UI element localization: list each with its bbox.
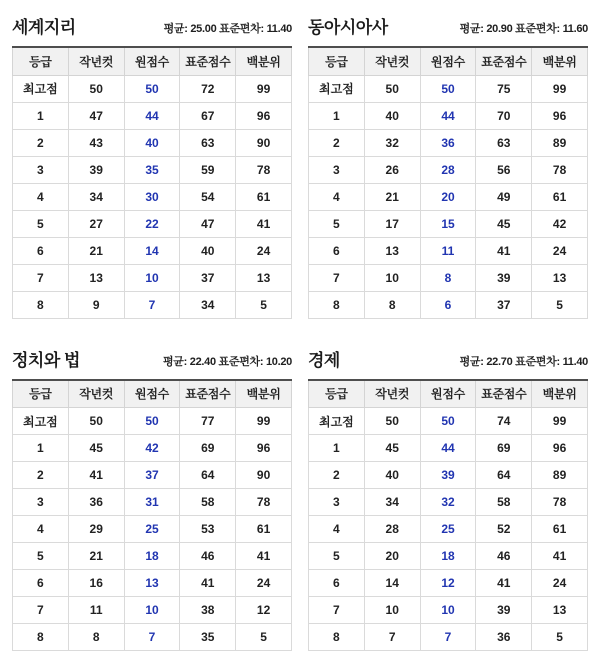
score-cell: 39	[476, 264, 532, 291]
table-row	[309, 291, 588, 318]
table-stats: 평균: 22.40 표준편차: 10.20	[162, 355, 292, 368]
score-table	[308, 379, 588, 652]
score-cell: 41	[68, 462, 124, 489]
grade-cell: 2	[13, 129, 69, 156]
score-cell: 96	[236, 435, 292, 462]
score-table	[12, 46, 292, 319]
score-cell: 25	[420, 516, 476, 543]
score-cell: 50	[68, 75, 124, 102]
column-header: 등급	[13, 47, 69, 75]
grade-cell: 4	[13, 183, 69, 210]
score-cell: 27	[68, 210, 124, 237]
score-cell: 21	[68, 543, 124, 570]
grade-cell: 7	[309, 264, 365, 291]
score-cell: 64	[476, 462, 532, 489]
score-cell: 10	[124, 264, 180, 291]
score-cell: 17	[364, 210, 420, 237]
score-cell: 45	[476, 210, 532, 237]
score-cell: 52	[476, 516, 532, 543]
score-cell: 99	[236, 408, 292, 435]
score-cell: 96	[236, 102, 292, 129]
grade-cell: 8	[309, 624, 365, 651]
score-cell: 34	[68, 183, 124, 210]
table-row	[13, 264, 292, 291]
score-cell: 78	[236, 489, 292, 516]
grade-cell: 1	[309, 102, 365, 129]
section-head	[12, 8, 292, 38]
table-row	[13, 210, 292, 237]
score-table	[12, 379, 292, 652]
grade-cell: 7	[13, 597, 69, 624]
score-cell: 35	[180, 624, 236, 651]
score-cell: 8	[68, 624, 124, 651]
table-row	[13, 597, 292, 624]
score-cell: 50	[124, 408, 180, 435]
table-row	[309, 408, 588, 435]
grade-cell: 최고점	[309, 75, 365, 102]
score-cell: 77	[180, 408, 236, 435]
grade-cell: 2	[309, 462, 365, 489]
column-header: 작년컷	[68, 47, 124, 75]
score-cell: 13	[124, 570, 180, 597]
score-cell: 49	[476, 183, 532, 210]
table-header-row	[13, 47, 292, 75]
column-header: 등급	[309, 47, 365, 75]
score-cell: 74	[476, 408, 532, 435]
table-body	[13, 408, 292, 651]
score-cell: 56	[476, 156, 532, 183]
score-cell: 78	[532, 156, 588, 183]
score-cell: 63	[476, 129, 532, 156]
score-cell: 9	[68, 291, 124, 318]
table-header-row	[13, 380, 292, 408]
score-cell: 50	[68, 408, 124, 435]
column-header: 작년컷	[68, 380, 124, 408]
score-cell: 28	[364, 516, 420, 543]
score-cell: 26	[364, 156, 420, 183]
column-header: 원점수	[124, 47, 180, 75]
column-header: 등급	[309, 380, 365, 408]
table-stats: 평균: 25.00 표준편차: 11.40	[163, 23, 292, 35]
score-cell: 50	[364, 408, 420, 435]
score-cell: 8	[364, 291, 420, 318]
score-cell: 18	[124, 543, 180, 570]
score-cell: 45	[68, 435, 124, 462]
score-cell: 40	[364, 462, 420, 489]
column-header: 백분위	[532, 380, 588, 408]
column-header: 원점수	[420, 47, 476, 75]
score-cell: 29	[68, 516, 124, 543]
score-cell: 96	[532, 102, 588, 129]
score-cell: 53	[180, 516, 236, 543]
column-header: 작년컷	[364, 47, 420, 75]
score-cell: 36	[476, 624, 532, 651]
table-row	[13, 75, 292, 102]
table-row	[309, 516, 588, 543]
score-cell: 6	[420, 291, 476, 318]
score-cell: 59	[180, 156, 236, 183]
score-table	[308, 46, 588, 319]
column-header: 표준점수	[180, 47, 236, 75]
score-cell: 58	[180, 489, 236, 516]
table-body	[309, 408, 588, 651]
table-header-row	[309, 47, 588, 75]
table-row	[13, 543, 292, 570]
score-cell: 11	[68, 597, 124, 624]
score-cell: 90	[236, 129, 292, 156]
score-cell: 72	[180, 75, 236, 102]
grade-cell: 3	[309, 156, 365, 183]
table-row	[309, 237, 588, 264]
score-cell: 30	[124, 183, 180, 210]
grade-cell: 4	[13, 516, 69, 543]
score-cell: 39	[420, 462, 476, 489]
score-cell: 24	[236, 237, 292, 264]
score-cell: 99	[236, 75, 292, 102]
score-cell: 46	[476, 543, 532, 570]
table-row	[13, 408, 292, 435]
score-cell: 16	[68, 570, 124, 597]
score-cell: 69	[180, 435, 236, 462]
table-row	[13, 291, 292, 318]
table-row	[13, 156, 292, 183]
column-header: 표준점수	[476, 47, 532, 75]
score-cell: 7	[124, 291, 180, 318]
table-body	[309, 75, 588, 318]
score-cell: 61	[532, 183, 588, 210]
grade-cell: 최고점	[309, 408, 365, 435]
column-header: 백분위	[532, 47, 588, 75]
score-cell: 21	[364, 183, 420, 210]
grade-cell: 8	[13, 624, 69, 651]
score-cell: 36	[420, 129, 476, 156]
table-row	[13, 516, 292, 543]
score-cell: 42	[532, 210, 588, 237]
score-cell: 32	[364, 129, 420, 156]
score-cell: 41	[476, 570, 532, 597]
score-cell: 50	[124, 75, 180, 102]
score-cell: 7	[124, 624, 180, 651]
table-row	[309, 624, 588, 651]
grade-cell: 2	[13, 462, 69, 489]
score-cell: 13	[68, 264, 124, 291]
grade-cell: 1	[309, 435, 365, 462]
score-cell: 10	[364, 264, 420, 291]
table-row	[309, 183, 588, 210]
score-cell: 34	[364, 489, 420, 516]
table-row	[13, 489, 292, 516]
score-cell: 13	[364, 237, 420, 264]
score-cell: 13	[532, 597, 588, 624]
grade-cell: 4	[309, 183, 365, 210]
score-cell: 7	[420, 624, 476, 651]
grade-cell: 8	[13, 291, 69, 318]
score-cell: 63	[180, 129, 236, 156]
score-cell: 70	[476, 102, 532, 129]
score-cell: 78	[532, 489, 588, 516]
grade-cell: 1	[13, 102, 69, 129]
table-section	[308, 8, 588, 319]
table-row	[309, 102, 588, 129]
score-cell: 5	[532, 291, 588, 318]
grade-cell: 2	[309, 129, 365, 156]
column-header: 표준점수	[476, 380, 532, 408]
score-cell: 64	[180, 462, 236, 489]
score-cell: 42	[124, 435, 180, 462]
score-cell: 61	[236, 516, 292, 543]
grade-cell: 7	[309, 597, 365, 624]
score-cell: 8	[420, 264, 476, 291]
score-cell: 44	[124, 102, 180, 129]
score-cell: 35	[124, 156, 180, 183]
grade-cell: 6	[13, 570, 69, 597]
column-header: 표준점수	[180, 380, 236, 408]
score-cell: 41	[476, 237, 532, 264]
table-row	[13, 624, 292, 651]
score-cell: 10	[364, 597, 420, 624]
section-head	[308, 8, 588, 38]
score-cell: 13	[532, 264, 588, 291]
table-row	[13, 102, 292, 129]
score-cell: 39	[476, 597, 532, 624]
score-cell: 7	[364, 624, 420, 651]
grade-cell: 5	[309, 543, 365, 570]
table-row	[309, 462, 588, 489]
score-cell: 5	[236, 624, 292, 651]
table-row	[309, 435, 588, 462]
grade-cell: 최고점	[13, 408, 69, 435]
score-cell: 47	[180, 210, 236, 237]
score-cell: 50	[420, 75, 476, 102]
grade-cell: 6	[13, 237, 69, 264]
table-row	[309, 570, 588, 597]
score-cell: 44	[420, 102, 476, 129]
grade-cell: 1	[13, 435, 69, 462]
score-cell: 40	[124, 129, 180, 156]
score-cell: 5	[532, 624, 588, 651]
score-cell: 41	[180, 570, 236, 597]
table-row	[13, 435, 292, 462]
score-cell: 89	[532, 129, 588, 156]
grade-cell: 3	[13, 489, 69, 516]
score-cell: 24	[532, 237, 588, 264]
table-header-row	[309, 380, 588, 408]
score-cell: 46	[180, 543, 236, 570]
score-cell: 12	[420, 570, 476, 597]
table-row	[309, 489, 588, 516]
score-cell: 40	[180, 237, 236, 264]
score-cell: 25	[124, 516, 180, 543]
table-row	[309, 156, 588, 183]
table-body	[13, 75, 292, 318]
score-cell: 44	[420, 435, 476, 462]
table-stats: 평균: 20.90 표준편차: 11.60	[459, 23, 588, 35]
column-header: 등급	[13, 380, 69, 408]
score-cell: 41	[532, 543, 588, 570]
score-cell: 41	[236, 543, 292, 570]
grade-cell: 5	[13, 543, 69, 570]
score-cell: 10	[420, 597, 476, 624]
score-cell: 61	[532, 516, 588, 543]
score-cell: 28	[420, 156, 476, 183]
grade-cell: 최고점	[13, 75, 69, 102]
score-cell: 37	[180, 264, 236, 291]
grade-cell: 3	[309, 489, 365, 516]
grade-cell: 6	[309, 570, 365, 597]
score-cell: 78	[236, 156, 292, 183]
table-row	[309, 597, 588, 624]
score-cell: 39	[68, 156, 124, 183]
score-cell: 31	[124, 489, 180, 516]
section-head	[12, 341, 292, 371]
score-cell: 47	[68, 102, 124, 129]
score-cell: 38	[180, 597, 236, 624]
score-cell: 13	[236, 264, 292, 291]
table-row	[309, 543, 588, 570]
table-row	[13, 570, 292, 597]
score-cell: 10	[124, 597, 180, 624]
column-header: 백분위	[236, 47, 292, 75]
score-cell: 96	[532, 435, 588, 462]
table-stats: 평균: 22.70 표준편차: 11.40	[459, 355, 588, 368]
grade-cell: 4	[309, 516, 365, 543]
column-header: 작년컷	[364, 380, 420, 408]
table-title: 동아시아사	[308, 18, 388, 37]
table-title: 정치와 법	[12, 350, 80, 370]
score-cell: 69	[476, 435, 532, 462]
score-cell: 41	[236, 210, 292, 237]
score-cell: 99	[532, 408, 588, 435]
table-section	[12, 8, 292, 319]
score-cell: 36	[68, 489, 124, 516]
table-section	[308, 341, 588, 652]
score-cell: 89	[532, 462, 588, 489]
grade-cell: 5	[13, 210, 69, 237]
column-header: 원점수	[420, 380, 476, 408]
score-cell: 43	[68, 129, 124, 156]
table-row	[13, 183, 292, 210]
score-cell: 32	[420, 489, 476, 516]
score-cell: 18	[420, 543, 476, 570]
score-cell: 24	[532, 570, 588, 597]
score-cell: 75	[476, 75, 532, 102]
section-head	[308, 341, 588, 371]
score-cell: 5	[236, 291, 292, 318]
table-row	[13, 237, 292, 264]
grade-cell: 5	[309, 210, 365, 237]
score-cell: 24	[236, 570, 292, 597]
grade-cell: 7	[13, 264, 69, 291]
score-cell: 99	[532, 75, 588, 102]
score-cell: 12	[236, 597, 292, 624]
column-header: 원점수	[124, 380, 180, 408]
score-cell: 20	[420, 183, 476, 210]
score-cell: 61	[236, 183, 292, 210]
score-cell: 37	[124, 462, 180, 489]
score-cell: 34	[180, 291, 236, 318]
table-row	[309, 75, 588, 102]
score-cell: 21	[68, 237, 124, 264]
table-row	[309, 210, 588, 237]
column-header: 백분위	[236, 380, 292, 408]
score-cell: 14	[364, 570, 420, 597]
table-title: 세계지리	[12, 18, 76, 37]
score-cell: 58	[476, 489, 532, 516]
score-cell: 14	[124, 237, 180, 264]
score-cell: 50	[364, 75, 420, 102]
table-row	[13, 462, 292, 489]
score-cell: 20	[364, 543, 420, 570]
score-cell: 40	[364, 102, 420, 129]
table-section	[12, 341, 292, 652]
score-cell: 67	[180, 102, 236, 129]
score-cell: 90	[236, 462, 292, 489]
table-row	[309, 129, 588, 156]
grade-cell: 3	[13, 156, 69, 183]
grade-cell: 6	[309, 237, 365, 264]
grade-cell: 8	[309, 291, 365, 318]
score-cell: 37	[476, 291, 532, 318]
score-cell: 22	[124, 210, 180, 237]
table-row	[13, 129, 292, 156]
table-title: 경제	[308, 350, 340, 370]
score-cell: 50	[420, 408, 476, 435]
score-cell: 45	[364, 435, 420, 462]
score-cell: 54	[180, 183, 236, 210]
score-cell: 15	[420, 210, 476, 237]
score-cell: 11	[420, 237, 476, 264]
table-row	[309, 264, 588, 291]
